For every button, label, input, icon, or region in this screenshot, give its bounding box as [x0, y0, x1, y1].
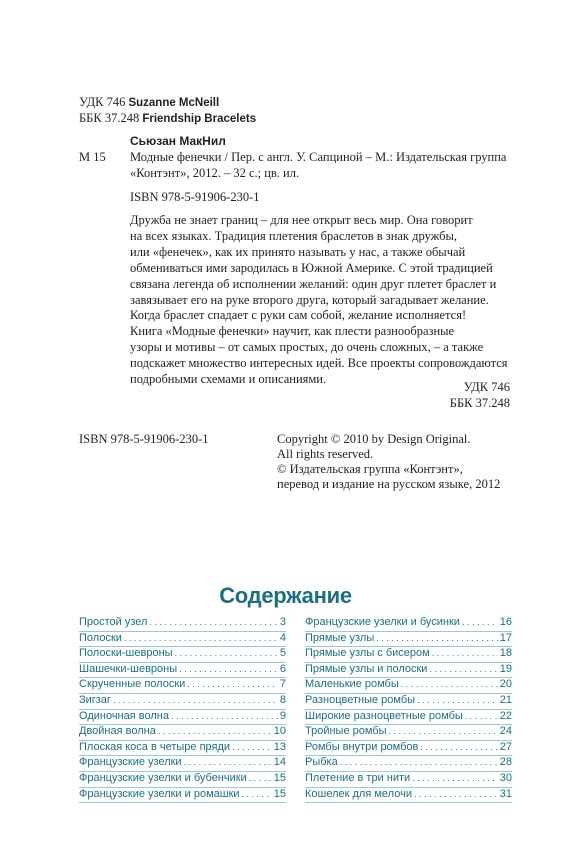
toc-entry-page: 27: [499, 740, 512, 753]
toc-leader: [376, 633, 498, 643]
toc-entry-page: 4: [279, 631, 286, 644]
toc-leader: [171, 711, 278, 721]
bibliographic-line-1: Модные фенечки / Пер. с англ. У. Сапциной – М.: Издательская группа: [130, 150, 507, 164]
toc-column-left: [79, 616, 286, 803]
toc-entry-page: 22: [499, 709, 512, 722]
toc-entry-title: Одиночная волна: [79, 709, 169, 722]
toc-entry[interactable]: [79, 756, 286, 772]
toc-entry-title: Французские узелки и бусинки: [305, 616, 460, 628]
toc-entry-page: 17: [499, 631, 512, 644]
isbn-top: ISBN 978-5-91906-230-1: [130, 190, 260, 204]
bbk-code-right: ББК 37.248: [449, 396, 510, 410]
toc-entry-title: Плоская коса в четыре пряди: [79, 740, 231, 753]
toc-entry-title: Кошелек для мелочи: [305, 787, 412, 800]
toc-leader: [414, 789, 498, 799]
abstract-line: Когда браслет спадает с руки сам собой, желание исполняется!: [130, 308, 467, 323]
toc-entry-title: Разноцветные ромбы: [305, 693, 416, 706]
abstract-line: узоры и мотивы – от самых простых, до очень сложных, – а также: [130, 340, 484, 355]
toc-entry-page: 3: [279, 616, 286, 628]
toc-entry-title: Шашечки-шевроны: [79, 662, 178, 675]
toc-entry-title: Прямые узлы и полоски: [305, 662, 428, 675]
toc-leader: [179, 664, 278, 674]
abstract: [130, 213, 510, 388]
toc-entry-page: 21: [499, 693, 512, 706]
toc-entry-title: Маленькие ромбы: [305, 678, 399, 691]
toc-entry[interactable]: [305, 647, 512, 663]
toc-entry[interactable]: [79, 772, 286, 788]
abstract-line: связана легенда об исполнении желаний: один друг плетет браслет и: [130, 276, 497, 291]
original-author: Suzanne McNeill: [128, 97, 220, 109]
toc-entry[interactable]: [79, 710, 286, 726]
toc-entry-page: 24: [499, 725, 512, 738]
toc-entry-title: Французские узелки и бубенчики: [79, 771, 247, 784]
toc-entry-title: Полоски-шевроны: [79, 647, 173, 660]
udc-code-top: [79, 95, 219, 111]
toc-entry[interactable]: [305, 788, 512, 804]
toc-entry-title: Тройные ромбы: [305, 725, 387, 738]
toc-leader: [465, 711, 498, 721]
toc-leader: [184, 757, 272, 767]
toc-leader: [113, 695, 278, 705]
toc-entry-title: Скрученные полоски: [79, 678, 186, 691]
toc-leader: [158, 726, 272, 736]
toc-leader: [412, 773, 498, 783]
toc-entry[interactable]: [79, 632, 286, 648]
toc-entry-title: Прямые узлы: [305, 631, 375, 644]
copyright-line: © Издательская группа «Контэнт»,: [277, 462, 463, 476]
udc-code-right: УДК 746: [463, 380, 510, 394]
toc-entry[interactable]: [305, 725, 512, 741]
udc-label: УДК 746: [79, 95, 126, 109]
toc-entry-page: 5: [279, 647, 286, 660]
toc-entry[interactable]: [305, 616, 512, 632]
toc-leader: [420, 742, 497, 752]
toc-entry-title: Широкие разноцветные ромбы: [305, 709, 463, 722]
toc-entry-page: 18: [499, 647, 512, 660]
abstract-line: завязывает его на руке второго друга, который загадывает желание.: [130, 292, 489, 307]
toc-entry-page: 13: [273, 740, 286, 753]
toc-leader: [149, 617, 277, 627]
toc-entry-page: 19: [499, 662, 512, 675]
abstract-line: подробными схемами и описаниями.: [130, 372, 327, 387]
toc-entry[interactable]: [79, 663, 286, 679]
toc-entry[interactable]: [79, 741, 286, 757]
toc-entry[interactable]: [305, 772, 512, 788]
toc-leader: [432, 648, 498, 658]
toc-entry-title: Французские узелки: [79, 756, 182, 769]
toc-entry-page: 14: [273, 756, 286, 769]
copyright-line: перевод и издание на русском языке, 2012: [277, 477, 501, 491]
abstract-line: обмениваться ими зародилась в Южной Америке. С этой традицией: [130, 260, 493, 275]
abstract-line: Дружба не знает границ – для нее открыт весь мир. Она говорит: [130, 213, 473, 227]
copyright-line: Copyright © 2010 by Design Original.: [277, 432, 471, 446]
toc-column-right: [305, 616, 512, 803]
abstract-line: на всех языках. Традиция плетения браслетов в знак дружбы,: [130, 228, 458, 243]
toc-entry[interactable]: [305, 756, 512, 772]
toc-leader: [462, 617, 498, 627]
toc-leader: [401, 679, 498, 689]
toc-leader: [175, 648, 278, 658]
toc-entry-page: 20: [499, 678, 512, 691]
toc-leader: [429, 664, 497, 674]
toc-entry[interactable]: [305, 678, 512, 694]
toc-leader: [340, 757, 498, 767]
toc-entry-page: 9: [279, 709, 286, 722]
copyright-line: All rights reserved.: [277, 447, 374, 461]
toc-entry-page: 8: [279, 693, 286, 706]
toc-entry-page: 15: [273, 771, 286, 784]
toc-entry-page: 28: [499, 756, 512, 769]
toc-leader: [417, 695, 498, 705]
author-code: М 15: [79, 150, 106, 164]
toc-leader: [249, 773, 272, 783]
toc-entry-title: Французские узелки и ромашки: [79, 787, 240, 800]
toc-entry-title: Простой узел: [79, 616, 148, 628]
toc-leader: [124, 633, 278, 643]
toc-leader: [389, 726, 498, 736]
toc-entry-page: 7: [279, 678, 286, 691]
toc-entry-title: Рыбка: [305, 756, 338, 769]
toc-entry-title: Полоски: [79, 631, 122, 644]
toc-leader: [242, 789, 272, 799]
toc-entry-title: Зигзаг: [79, 693, 111, 706]
toc-entry-page: 10: [273, 725, 286, 738]
toc-entry[interactable]: [305, 710, 512, 726]
toc-leader: [232, 742, 272, 752]
toc-entry-page: 30: [499, 771, 512, 784]
toc-entry-title: Прямые узлы с бисером: [305, 647, 430, 660]
abstract-line: подскажет множество интересных идей. Все проекты сопровождаются: [130, 356, 508, 371]
toc-entry[interactable]: [79, 694, 286, 710]
toc-entry-page: 31: [499, 787, 512, 800]
toc-title: Содержание: [219, 583, 352, 608]
isbn-bottom: ISBN 978-5-91906-230-1: [79, 432, 209, 446]
author-name: Сьюзан МакНил: [130, 134, 226, 148]
bibliographic-line-2: «Контэнт», 2012. – 32 с.; цв. ил.: [130, 166, 300, 180]
bbk-code-top: [79, 111, 256, 127]
bbk-label: ББК 37.248: [79, 111, 140, 125]
toc-entry[interactable]: [305, 632, 512, 648]
toc-entry-page: 6: [279, 662, 286, 675]
toc-entry[interactable]: [79, 647, 286, 663]
toc-entry[interactable]: [79, 725, 286, 741]
toc-entry-title: Ромбы внутри ромбов: [305, 740, 419, 753]
toc-entry[interactable]: [305, 663, 512, 679]
toc-entry[interactable]: [79, 788, 286, 804]
toc-entry[interactable]: [305, 694, 512, 710]
original-title: Friendship Bracelets: [142, 113, 257, 125]
toc-entry[interactable]: [79, 616, 286, 632]
toc-entry-title: Плетение в три нити: [305, 771, 411, 784]
abstract-line: или «фенечек», как их принято называть у нас, а также обычай: [130, 244, 466, 259]
toc-entry[interactable]: [305, 741, 512, 757]
abstract-line: Книга «Модные фенечки» научит, как плести разнообразные: [130, 324, 455, 339]
toc-entry[interactable]: [79, 678, 286, 694]
toc-entry-page: 16: [499, 616, 512, 628]
toc-entry-page: 15: [273, 787, 286, 800]
toc-entry-title: Двойная волна: [79, 725, 156, 738]
toc-leader: [187, 679, 278, 689]
